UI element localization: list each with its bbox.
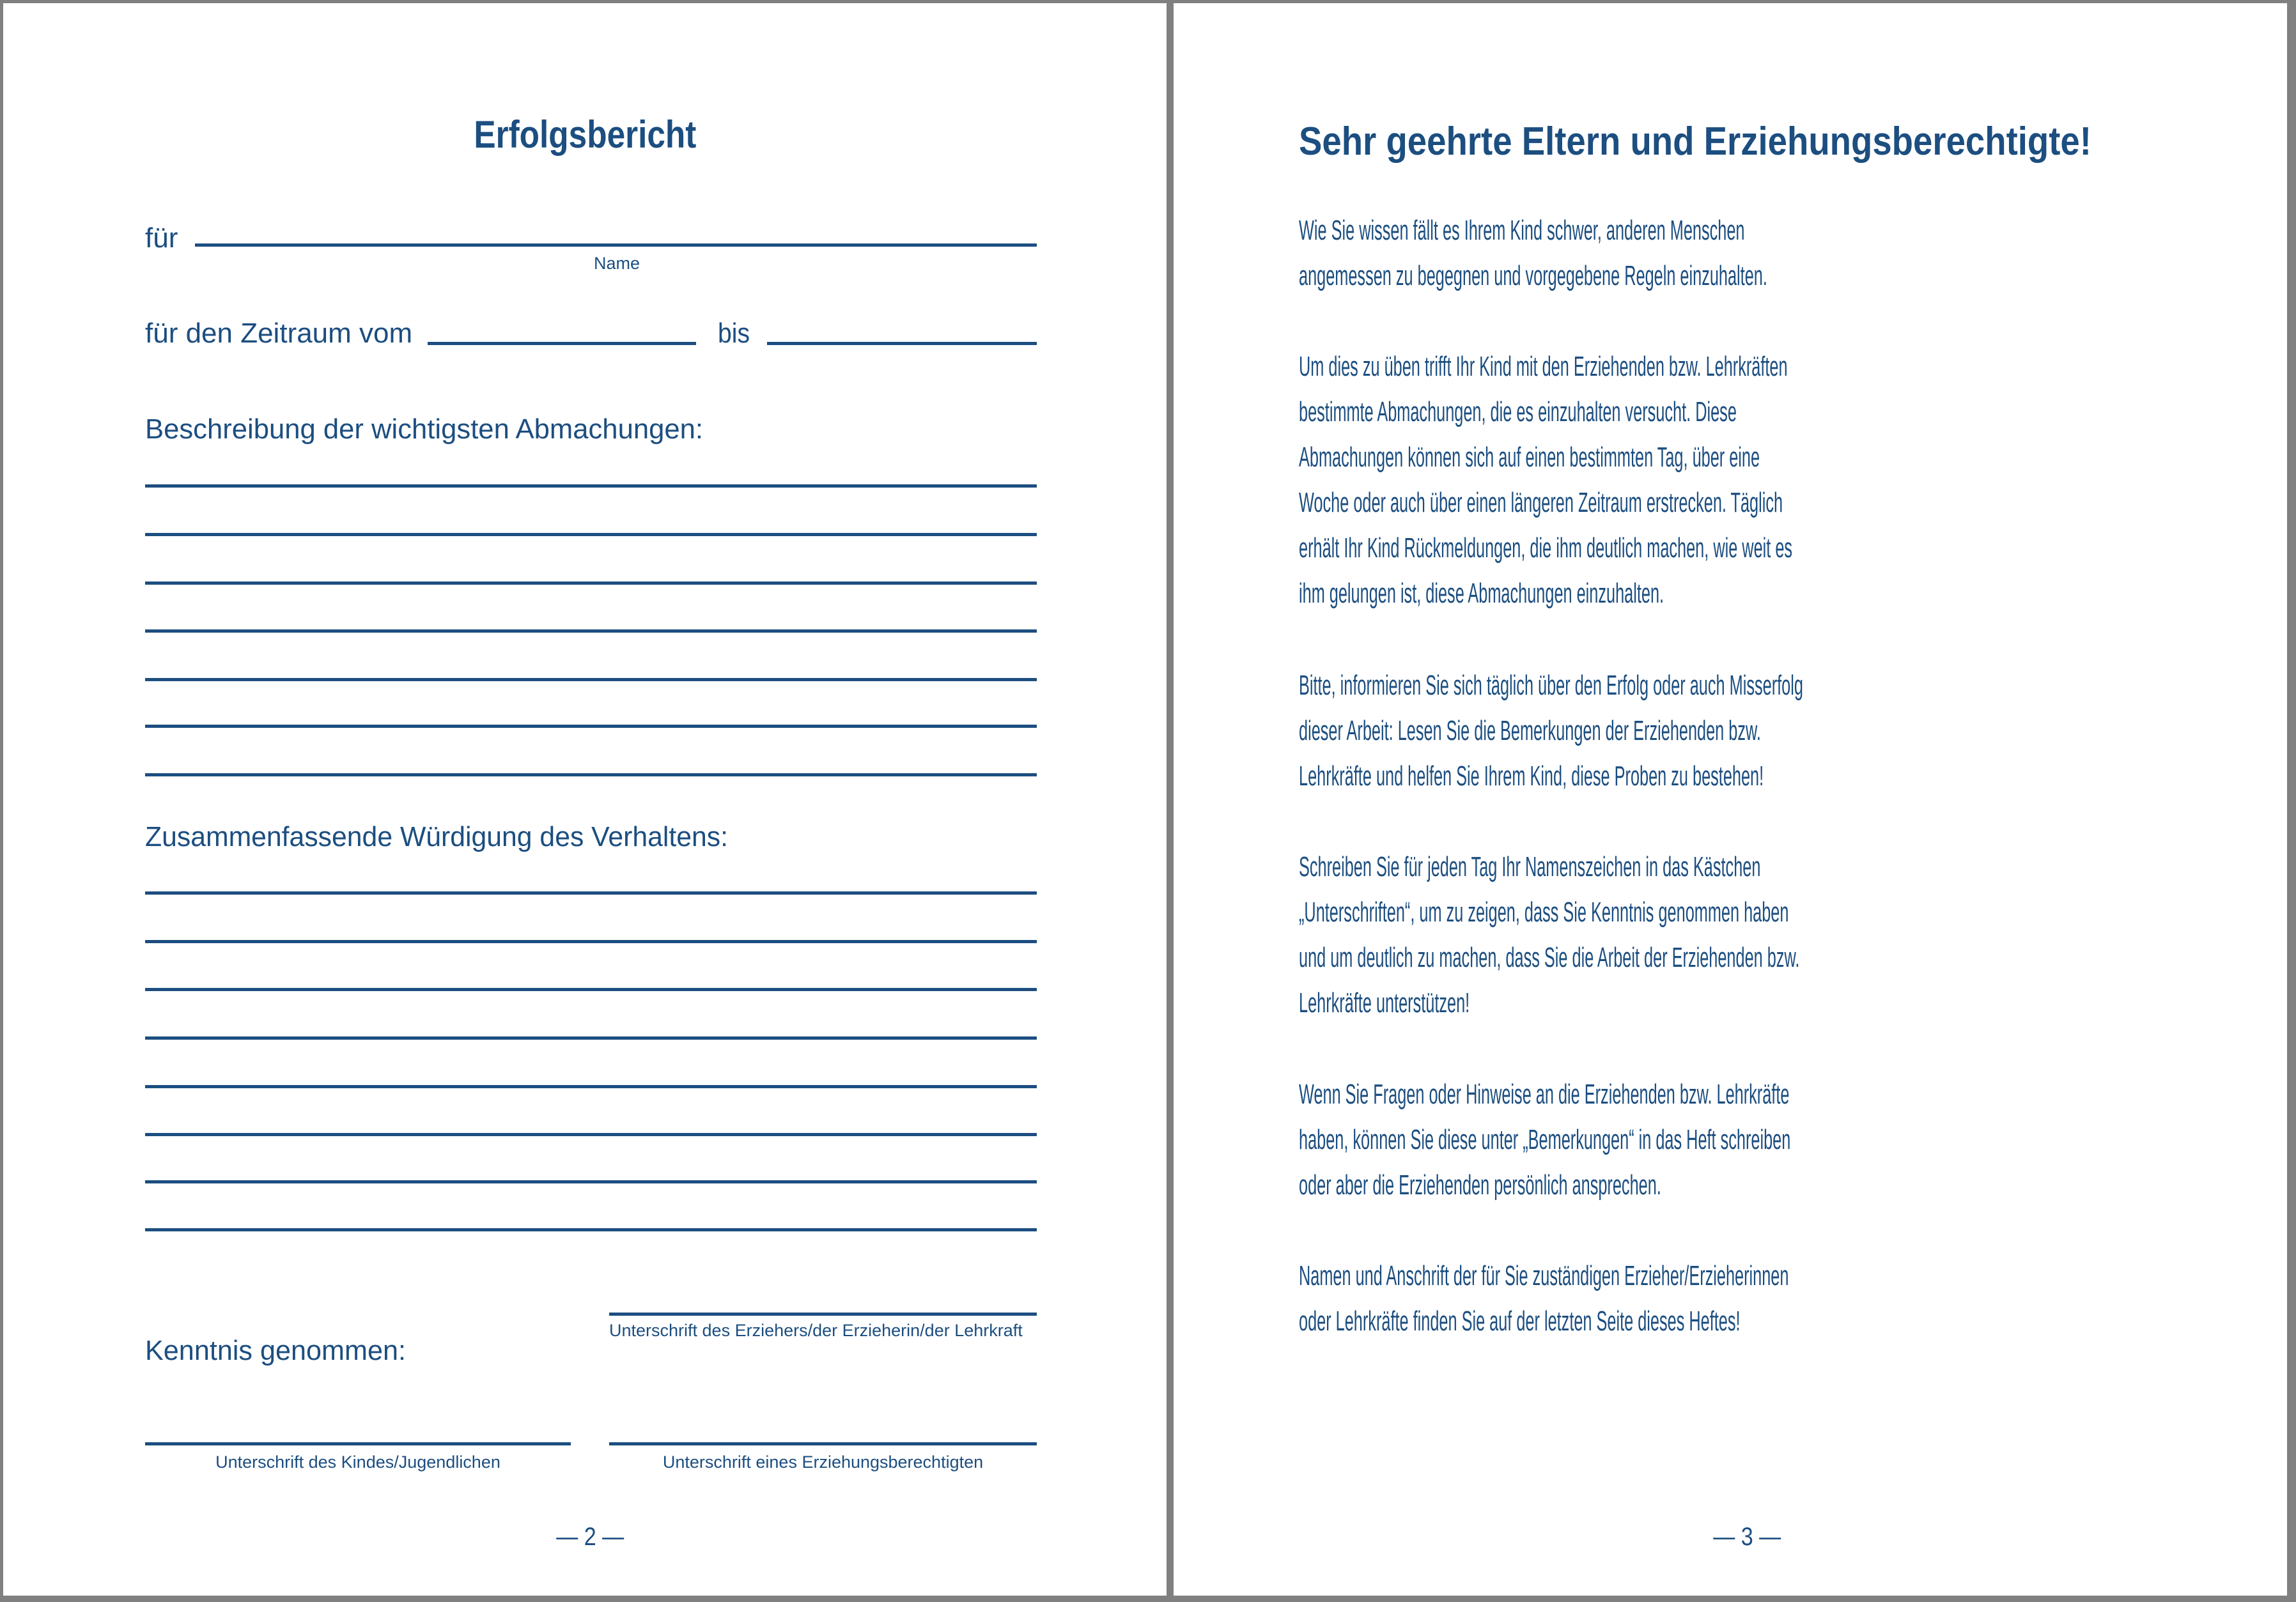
acknowledged-label: Kenntnis genommen: — [145, 1335, 406, 1366]
letter-line: bestimmte Abmachungen, die es einzuhalten versucht. Diese — [1299, 396, 1737, 427]
letter-line: oder Lehrkräfte finden Sie auf der letzten Seite dieses Heftes! — [1299, 1305, 1741, 1337]
summary-write-line[interactable] — [145, 1133, 1037, 1136]
letter-line: Wenn Sie Fragen oder Hinweise an die Erziehenden bzw. Lehrkräfte — [1299, 1079, 1790, 1110]
agreements-write-line[interactable] — [145, 581, 1037, 585]
page-3 — [1174, 3, 2287, 1596]
letter-line: Lehrkräfte unterstützen! — [1299, 987, 1470, 1019]
guardian-signature-field[interactable] — [609, 1442, 1037, 1445]
summary-label: Zusammenfassende Würdigung des Verhaltens: — [145, 821, 728, 852]
letter-line: und um deutlich zu machen, dass Sie die Arbeit der Erziehenden bzw. — [1299, 942, 1800, 973]
letter-line: „Unterschriften“, um zu zeigen, dass Sie Kenntnis genommen haben — [1299, 897, 1789, 928]
agreements-write-line[interactable] — [145, 725, 1037, 728]
page-2 — [3, 3, 1167, 1596]
child-signature-caption: Unterschrift des Kindes/Jugendlichen — [215, 1452, 500, 1472]
summary-write-line[interactable] — [145, 1085, 1037, 1088]
agreements-write-line[interactable] — [145, 678, 1037, 681]
letter-line: haben, können Sie diese unter „Bemerkungen“ in das Heft schreiben — [1299, 1124, 1791, 1155]
agreements-write-line[interactable] — [145, 484, 1037, 488]
letter-line: Namen und Anschrift der für Sie zuständigen Erzieher/Erzieherinnen — [1299, 1260, 1789, 1291]
summary-write-line[interactable] — [145, 1036, 1037, 1040]
summary-write-line[interactable] — [145, 988, 1037, 991]
period-to-field[interactable] — [767, 342, 1037, 345]
guardian-signature-caption: Unterschrift eines Erziehungsberechtigten — [662, 1452, 984, 1472]
agreements-write-line[interactable] — [145, 773, 1037, 776]
page-number: — 2 — — [555, 1523, 624, 1551]
summary-write-line[interactable] — [145, 891, 1037, 895]
educator-signature-caption: Unterschrift des Erziehers/der Erzieherin/der Lehrkraft — [609, 1321, 1023, 1340]
letter-line: angemessen zu begegnen und vorgegebene Regeln einzuhalten. — [1299, 260, 1767, 291]
agreements-label: Beschreibung der wichtigsten Abmachungen: — [145, 413, 703, 445]
agreements-write-line[interactable] — [145, 629, 1037, 633]
educator-signature-field[interactable] — [609, 1313, 1037, 1316]
agreements-write-line[interactable] — [145, 533, 1037, 536]
letter-line: Schreiben Sie für jeden Tag Ihr Namenszeichen in das Kästchen — [1299, 851, 1761, 882]
letter-line: Um dies zu üben trifft Ihr Kind mit den Erziehenden bzw. Lehrkräften — [1299, 351, 1788, 382]
letter-line: Wie Sie wissen fällt es Ihrem Kind schwer, anderen Menschen — [1299, 215, 1745, 246]
period-from-field[interactable] — [428, 342, 696, 345]
child-signature-field[interactable] — [145, 1442, 571, 1445]
letter-line: oder aber die Erziehenden persönlich ansprechen. — [1299, 1169, 1661, 1201]
page-number: — 3 — — [1712, 1523, 1781, 1551]
letter-line: Woche oder auch über einen längeren Zeitraum erstrecken. Täglich — [1299, 487, 1783, 518]
period-to-label: bis — [718, 318, 750, 349]
letter-line: ihm gelungen ist, diese Abmachungen einzuhalten. — [1299, 578, 1664, 609]
name-field[interactable] — [195, 243, 1037, 247]
letter-line: Lehrkräfte und helfen Sie Ihrem Kind, diese Proben zu bestehen! — [1299, 760, 1764, 792]
name-caption: Name — [593, 254, 640, 273]
letter-line: Abmachungen können sich auf einen bestimmten Tag, über eine — [1299, 442, 1760, 473]
summary-write-line[interactable] — [145, 1228, 1037, 1231]
form-title: Erfolgsbericht — [473, 113, 696, 156]
name-label: für — [145, 222, 178, 254]
letter-line: erhält Ihr Kind Rückmeldungen, die ihm deutlich machen, wie weit es — [1299, 532, 1793, 564]
period-from-label: für den Zeitraum vom — [145, 318, 413, 349]
summary-write-line[interactable] — [145, 940, 1037, 943]
letter-line: dieser Arbeit: Lesen Sie die Bemerkungen der Erziehenden bzw. — [1299, 715, 1761, 746]
summary-write-line[interactable] — [145, 1180, 1037, 1183]
letter-line: Bitte, informieren Sie sich täglich über den Erfolg oder auch Misserfolg — [1299, 670, 1803, 701]
letter-heading: Sehr geehrte Eltern und Erziehungsberechtigte! — [1299, 119, 2091, 164]
